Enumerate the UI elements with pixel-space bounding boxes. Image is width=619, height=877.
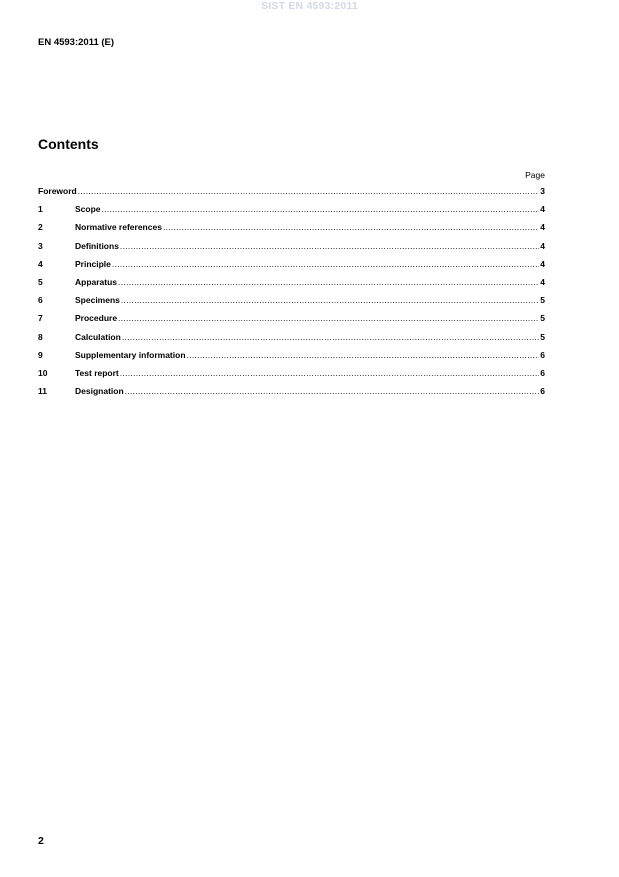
toc-entry-number: 11 [38, 386, 47, 397]
toc-entry-title[interactable]: Calculation [75, 331, 121, 342]
toc-dot-leader [122, 332, 539, 342]
toc-entry-definitions[interactable] [38, 241, 545, 259]
toc-entry-title[interactable]: Procedure [75, 313, 118, 324]
toc-entry-normative-references[interactable] [38, 222, 545, 240]
toc-dot-leader [120, 368, 539, 378]
toc-entry-number: 4 [38, 258, 43, 269]
toc-entry-page: 6 [540, 386, 545, 397]
toc-entry-number: 2 [38, 222, 43, 233]
toc-entry-page: 4 [540, 240, 545, 251]
toc-entry-title[interactable]: Foreword [38, 186, 77, 196]
toc-entry-apparatus[interactable] [38, 277, 545, 295]
toc-entry-title[interactable]: Normative references [75, 222, 162, 233]
document-id: EN 4593:2011 (E) [38, 37, 115, 48]
toc-entry-foreword[interactable] [38, 186, 545, 204]
toc-entry-title[interactable]: Supplementary information [75, 349, 186, 360]
toc-entry-test-report[interactable] [38, 368, 545, 386]
toc-entry-title[interactable]: Scope [75, 204, 101, 215]
toc-entry-procedure[interactable] [38, 313, 545, 331]
toc-dot-leader [102, 204, 540, 214]
toc-dot-leader [120, 241, 539, 251]
toc-dot-leader [78, 186, 540, 196]
toc-entry-number: 1 [38, 204, 43, 215]
toc-entry-page: 4 [540, 204, 545, 215]
toc-entry-title[interactable]: Designation [75, 386, 124, 397]
toc-entry-page: 4 [540, 258, 545, 269]
toc-dot-leader [112, 259, 539, 269]
toc-entry-title[interactable]: Definitions [75, 240, 119, 251]
toc-entry-page: 6 [540, 367, 545, 378]
toc-dot-leader [118, 313, 539, 323]
toc-entry-page: 4 [540, 222, 545, 233]
toc-entry-designation[interactable] [38, 386, 545, 404]
toc-entry-number: 5 [38, 276, 43, 287]
toc-entry-number: 7 [38, 313, 43, 324]
toc-entry-title[interactable]: Specimens [75, 295, 120, 306]
toc-entry-page: 4 [540, 276, 545, 287]
toc-dot-leader [187, 350, 540, 360]
toc-entry-specimens[interactable] [38, 295, 545, 313]
contents-heading: Contents [38, 136, 99, 152]
toc-entry-number: 10 [38, 367, 48, 378]
table-of-contents [38, 186, 545, 404]
toc-entry-supplementary-information[interactable] [38, 350, 545, 368]
toc-entry-page: 5 [540, 295, 545, 306]
toc-entry-number: 6 [38, 295, 43, 306]
page-column-label: Page [525, 170, 545, 180]
watermark: SIST EN 4593:2011 [261, 0, 358, 12]
toc-entry-scope[interactable] [38, 204, 545, 222]
toc-entry-page: 5 [540, 331, 545, 342]
toc-dot-leader [121, 295, 539, 305]
toc-entry-calculation[interactable] [38, 332, 545, 350]
toc-entry-title[interactable]: Principle [75, 258, 111, 269]
toc-entry-principle[interactable] [38, 259, 545, 277]
toc-entry-page: 6 [540, 349, 545, 360]
toc-dot-leader [125, 386, 540, 396]
toc-entry-number: 9 [38, 349, 43, 360]
page-number: 2 [38, 835, 44, 847]
toc-entry-title[interactable]: Apparatus [75, 276, 118, 287]
toc-dot-leader [163, 222, 539, 232]
toc-entry-page: 3 [540, 186, 545, 196]
toc-entry-number: 8 [38, 331, 43, 342]
toc-entry-page: 5 [540, 313, 545, 324]
toc-entry-title[interactable]: Test report [75, 367, 119, 378]
toc-dot-leader [118, 277, 539, 287]
toc-entry-number: 3 [38, 240, 43, 251]
